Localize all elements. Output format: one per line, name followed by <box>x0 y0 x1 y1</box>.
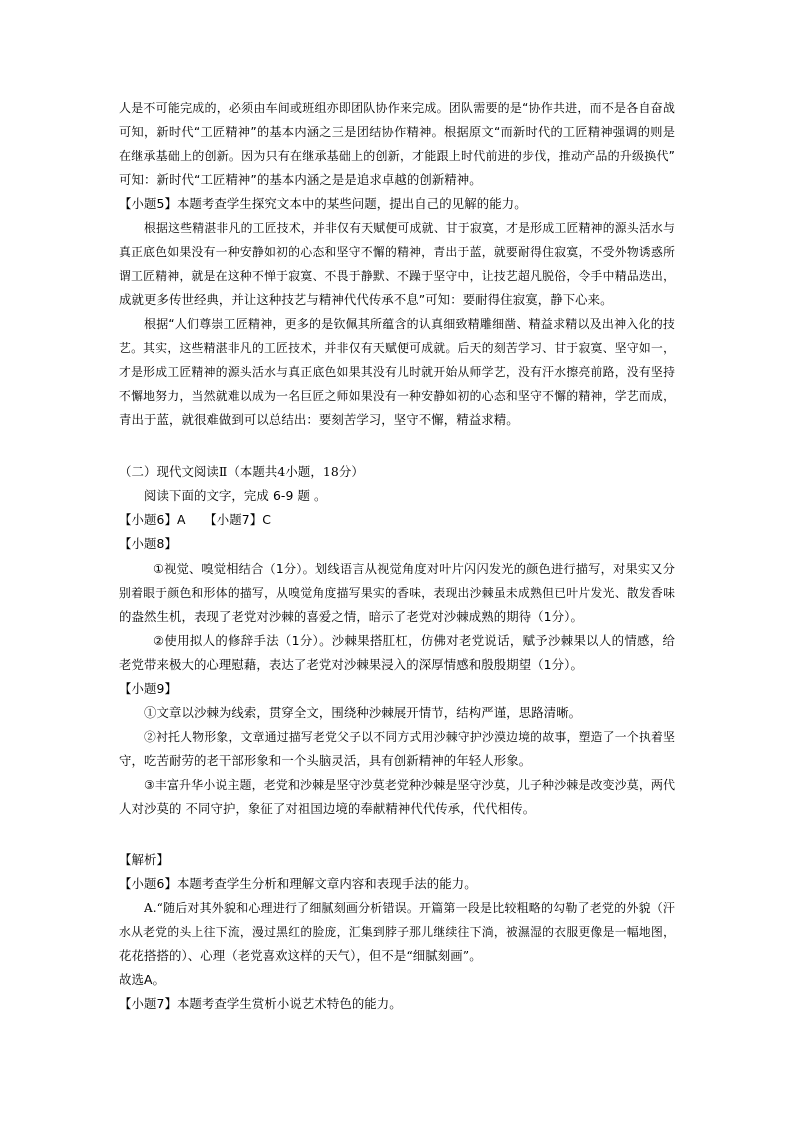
answer-line: 【小题6】A 【小题7】C <box>119 512 272 527</box>
paragraph-line: ①视觉、嗅觉相结合（1分）。划线语言从视觉角度对叶片闪闪发光的颜色进行描写，对果实又分 <box>153 562 675 576</box>
paragraph-line: 在继承基础上的创新。因为只有在继承基础上的创新，才能跟上时代前进的步伐，推动产品的升级换代” <box>119 149 675 163</box>
question-header: 【小题6】本题考查学生分析和理解文章内容和表现手法的能力。 <box>119 876 477 891</box>
paragraph-line: 根据“人们尊崇工匠精神，更多的是钦佩其所蕴含的认真细致精雕细凿、精益求精以及出神入化的技 <box>144 317 675 331</box>
paragraph-line: 人是不可能完成的，必须由车间或班组亦即团队协作来完成。团队需要的是“协作共进，而不是各自奋战 <box>119 101 675 115</box>
instruction-line: 阅读下面的文字，完成 6-9 题 。 <box>144 488 327 503</box>
paragraph-line: ①文章以沙棘为线索，贯穿全文，围绕种沙棘展开情节，结构严谨，思路清晰。 <box>144 705 582 720</box>
question-header: 【小题7】本题考查学生赏析小说艺术特色的能力。 <box>119 996 402 1011</box>
paragraph-line: 守，吃苦耐劳的老干部形象和一个头脑灵活，具有创新精神的年轻人形象。 <box>119 753 532 768</box>
question-header: 【小题5】本题考查学生探究文本中的某些问题，提出自己的见解的能力。 <box>119 196 527 211</box>
analysis-heading: 【解析】 <box>119 852 169 867</box>
section-heading: （二）现代文阅读Ⅱ（本题共4小题，18分） <box>119 464 364 479</box>
paragraph-line: 谓工匠精神，就是在这种不惮于寂寞、不畏于静默、不躁于坚守中，让技艺超凡脱俗，令手中精品迭出， <box>119 269 675 283</box>
question-header: 【小题9】 <box>119 681 177 696</box>
paragraph-line: 根据这些精湛非凡的工匠技术，并非仅有天赋便可成就、甘于寂寞，才是形成工匠精神的源头活水与 <box>144 221 675 235</box>
paragraph-line: 青出于蓝，就很难做到可以总结出：要刻苦学习，坚守不懈，精益求精。 <box>119 412 519 427</box>
paragraph-line: ②使用拟人的修辞手法（1分）。沙棘果搭肛杠，仿佛对老党说话，赋予沙棘果以人的情感，给 <box>153 633 675 648</box>
paragraph-line: 花花搭搭的）、心理（老党喜欢这样的天气），但不是“细腻刻画”。 <box>119 948 482 963</box>
paragraph-line: 可知，新时代“工匠精神”的基本内涵之三是团结协作精神。根据原文“而新时代的工匠精神强调的则是 <box>119 125 675 139</box>
paragraph-line: 艺。其实，这些精湛非凡的工匠技术，并非仅有天赋便可成就。后天的刻苦学习、甘于寂寞、坚守如一， <box>119 341 675 355</box>
paragraph-line: 老党带来极大的心理慰藉，表达了老党对沙棘果浸入的深厚情感和殷殷期望（1分）。 <box>119 657 583 672</box>
paragraph-line: 别着眼于颜色和形体的描写，从嗅觉角度描写果实的香味，表现出沙棘虽未成熟但已叶片发光、散发香味 <box>119 586 675 600</box>
paragraph-line: 可知：新时代“工匠精神”的基本内涵之是是追求卓越的创新精神。 <box>119 172 482 187</box>
paragraph-line: 水从老党的头上往下流，漫过黑红的脸庞，汇集到脖子那儿继续往下淌，被濕湿的衣服更像是一幅地图， <box>119 925 675 939</box>
paragraph-line: ③丰富升华小说主题，老党和沙棘是坚守沙莫老党种沙棘是坚守沙莫，儿子种沙棘是改变沙莫，两代 <box>144 778 676 792</box>
paragraph-line: 不懈地努力，当然就难以成为一名巨匠之师如果没有一种安静如初的心态和坚守不懈的精神，学艺而成， <box>119 389 675 403</box>
paragraph-line: 才是形成工匠精神的源头活水与真正底色如果其没有儿时就开始从师学艺，没有汗水擦亮前路，没有坚持 <box>119 365 675 379</box>
paragraph-line: A.“随后对其外貌和心理进行了细腻刻画分析错误。开篇第一段是比较粗略的勾勒了老党的外貌（汗 <box>144 901 675 915</box>
question-header: 【小题8】 <box>119 536 177 551</box>
conclusion-line: 故选A。 <box>119 972 166 987</box>
paragraph-line: 真正底色如果没有一种安静如初的心态和坚守不懈的精神，青出于蓝，就要耐得住寂寞，不受外物诱惑所 <box>119 245 675 259</box>
paragraph-line: 人对沙莫的 不同守护，象征了对祖国边境的奉献精神代代传承，代代相传。 <box>119 801 536 816</box>
paragraph-line: ②衬托人物形象，文章通过描写老党父子以不同方式用沙棘守护沙漠边境的故事，塑造了一个执着坚 <box>144 730 675 744</box>
paragraph-line: 的盎然生机，表现了老党对沙棘的喜爱之情，暗示了老党对沙棘成熟的期待（1分）。 <box>119 609 583 624</box>
paragraph-line: 成就更多传世经典，并让这种技艺与精神代代传承不息”可知：要耐得住寂寞，静下心来。 <box>119 292 613 307</box>
